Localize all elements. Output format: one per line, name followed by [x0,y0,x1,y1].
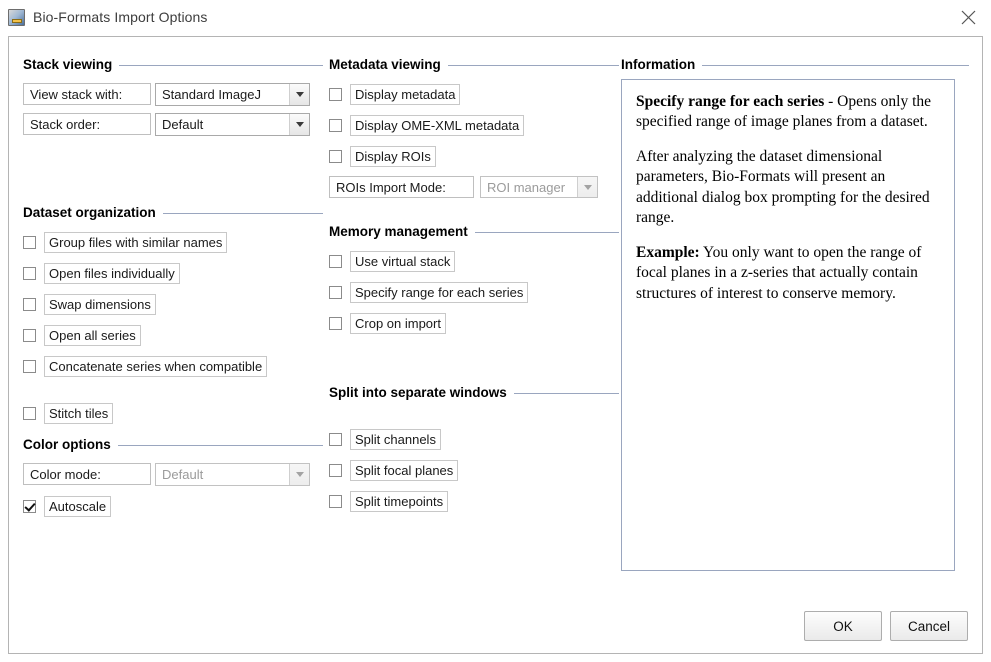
information-panel [621,79,955,571]
stack-order-row [23,111,323,137]
rois-import-mode-row [329,174,619,200]
view-stack-with-select[interactable] [155,83,310,106]
information-paragraph [636,243,940,304]
section-stack-viewing [23,55,323,73]
color-mode-select[interactable] [155,463,310,486]
checkbox-box[interactable] [23,500,36,513]
section-split-into-separate-windows [329,383,619,401]
view-stack-with-label: View stack with: [23,83,151,105]
window-title: Bio-Formats Import Options [33,9,208,25]
section-title-information: Information [621,56,696,72]
right-column [621,37,969,571]
left-column [23,37,323,522]
checkbox-label: Split focal planes [350,460,458,481]
section-memory-management [329,222,619,240]
section-rule [702,65,969,66]
checkbox-use-virtual-stack[interactable] [329,246,619,277]
chevron-down-icon [289,114,309,135]
checkbox-box[interactable] [329,150,342,163]
close-icon[interactable] [945,0,991,34]
checkbox-display-ome-xml-metadata[interactable] [329,110,619,141]
checkbox-open-all-series[interactable] [23,320,323,351]
color-mode-value: Default [162,466,204,482]
section-rule [475,232,619,233]
stack-order-value: Default [162,116,204,132]
section-rule [448,65,619,66]
checkbox-box[interactable] [23,236,36,249]
section-title-color-options: Color options [23,436,111,452]
checkbox-display-rois[interactable] [329,141,619,172]
checkbox-label: Group files with similar names [44,232,227,253]
checkbox-label: Stitch tiles [44,403,113,424]
checkbox-box[interactable] [329,286,342,299]
dialog-buttons [804,611,968,641]
information-paragraph [636,92,940,133]
section-information [621,55,969,73]
checkbox-crop-on-import[interactable] [329,308,619,339]
checkbox-split-channels[interactable] [329,424,619,455]
checkbox-label: Split channels [350,429,441,450]
section-dataset-organization [23,203,323,221]
checkbox-box[interactable] [329,433,342,446]
section-rule [119,65,323,66]
rois-import-mode-label: ROIs Import Mode: [329,176,474,198]
checkbox-box[interactable] [329,464,342,477]
checkbox-open-files-individually[interactable] [23,258,323,289]
section-rule [163,213,323,214]
chevron-down-icon [289,84,309,105]
checkbox-display-metadata[interactable] [329,79,619,110]
checkbox-box[interactable] [329,119,342,132]
checkbox-label: Specify range for each series [350,282,528,303]
checkbox-label: Swap dimensions [44,294,156,315]
checkbox-box[interactable] [329,88,342,101]
checkbox-box[interactable] [23,329,36,342]
checkbox-specify-range-for-each-series[interactable] [329,277,619,308]
checkbox-box[interactable] [329,317,342,330]
checkbox-box[interactable] [23,298,36,311]
information-paragraph-text: You only want to open the range of focal planes in a z-series that actually contain structures of interest to conserve memory. [636,243,922,302]
checkbox-group-files-with-similar-names[interactable] [23,227,323,258]
section-color-options [23,435,323,453]
color-mode-row [23,461,323,487]
options-columns [9,37,982,597]
chevron-down-icon [289,464,309,485]
chevron-down-icon [577,177,597,197]
checkbox-autoscale[interactable] [23,491,323,522]
checkbox-box[interactable] [23,267,36,280]
information-paragraph-bold: Specify range for each series [636,93,825,110]
checkbox-stitch-tiles[interactable] [23,398,323,429]
checkbox-label: Open files individually [44,263,180,284]
section-title-stack-viewing: Stack viewing [23,56,113,72]
dialog-body [8,36,983,654]
checkbox-label: Open all series [44,325,141,346]
information-paragraph-bold: Example: [636,243,700,261]
middle-column [329,37,619,517]
checkbox-label: Split timepoints [350,491,448,512]
checkbox-concatenate-series-when-compatible[interactable] [23,351,323,382]
checkbox-label: Display ROIs [350,146,436,167]
checkbox-label: Concatenate series when compatible [44,356,267,377]
checkbox-box[interactable] [23,407,36,420]
checkbox-split-focal-planes[interactable] [329,455,619,486]
rois-import-mode-value: ROI manager [487,180,566,195]
checkbox-split-timepoints[interactable] [329,486,619,517]
stack-order-label: Stack order: [23,113,151,135]
section-rule [118,445,323,446]
checkbox-swap-dimensions[interactable] [23,289,323,320]
bioformats-app-icon [8,9,25,26]
checkbox-box[interactable] [329,255,342,268]
information-paragraph [636,147,940,229]
section-title-split-into-separate-windows: Split into separate windows [329,384,507,400]
checkbox-box[interactable] [329,495,342,508]
rois-import-mode-select[interactable] [480,176,598,198]
stack-order-select[interactable] [155,113,310,136]
cancel-button[interactable]: Cancel [890,611,968,641]
section-title-metadata-viewing: Metadata viewing [329,56,441,72]
section-title-dataset-organization: Dataset organization [23,204,156,220]
information-paragraph-text: After analyzing the dataset dimensional parameters, Bio-Formats will present an additional dialog box prompting for the desired range. [636,147,930,227]
checkbox-label: Autoscale [44,496,111,517]
section-metadata-viewing [329,55,619,73]
checkbox-label: Crop on import [350,313,446,334]
color-mode-label: Color mode: [23,463,151,485]
checkbox-label: Use virtual stack [350,251,455,272]
checkbox-label: Display metadata [350,84,460,105]
checkbox-label: Display OME-XML metadata [350,115,524,136]
section-title-memory-management: Memory management [329,223,468,239]
section-rule [514,393,619,394]
view-stack-with-row [23,81,323,107]
title-bar [0,0,991,34]
checkbox-box[interactable] [23,360,36,373]
ok-button[interactable]: OK [804,611,882,641]
view-stack-with-value: Standard ImageJ [162,86,262,102]
information-paragraph-text: - Opens only the specified range of image planes from a dataset. [636,93,932,131]
